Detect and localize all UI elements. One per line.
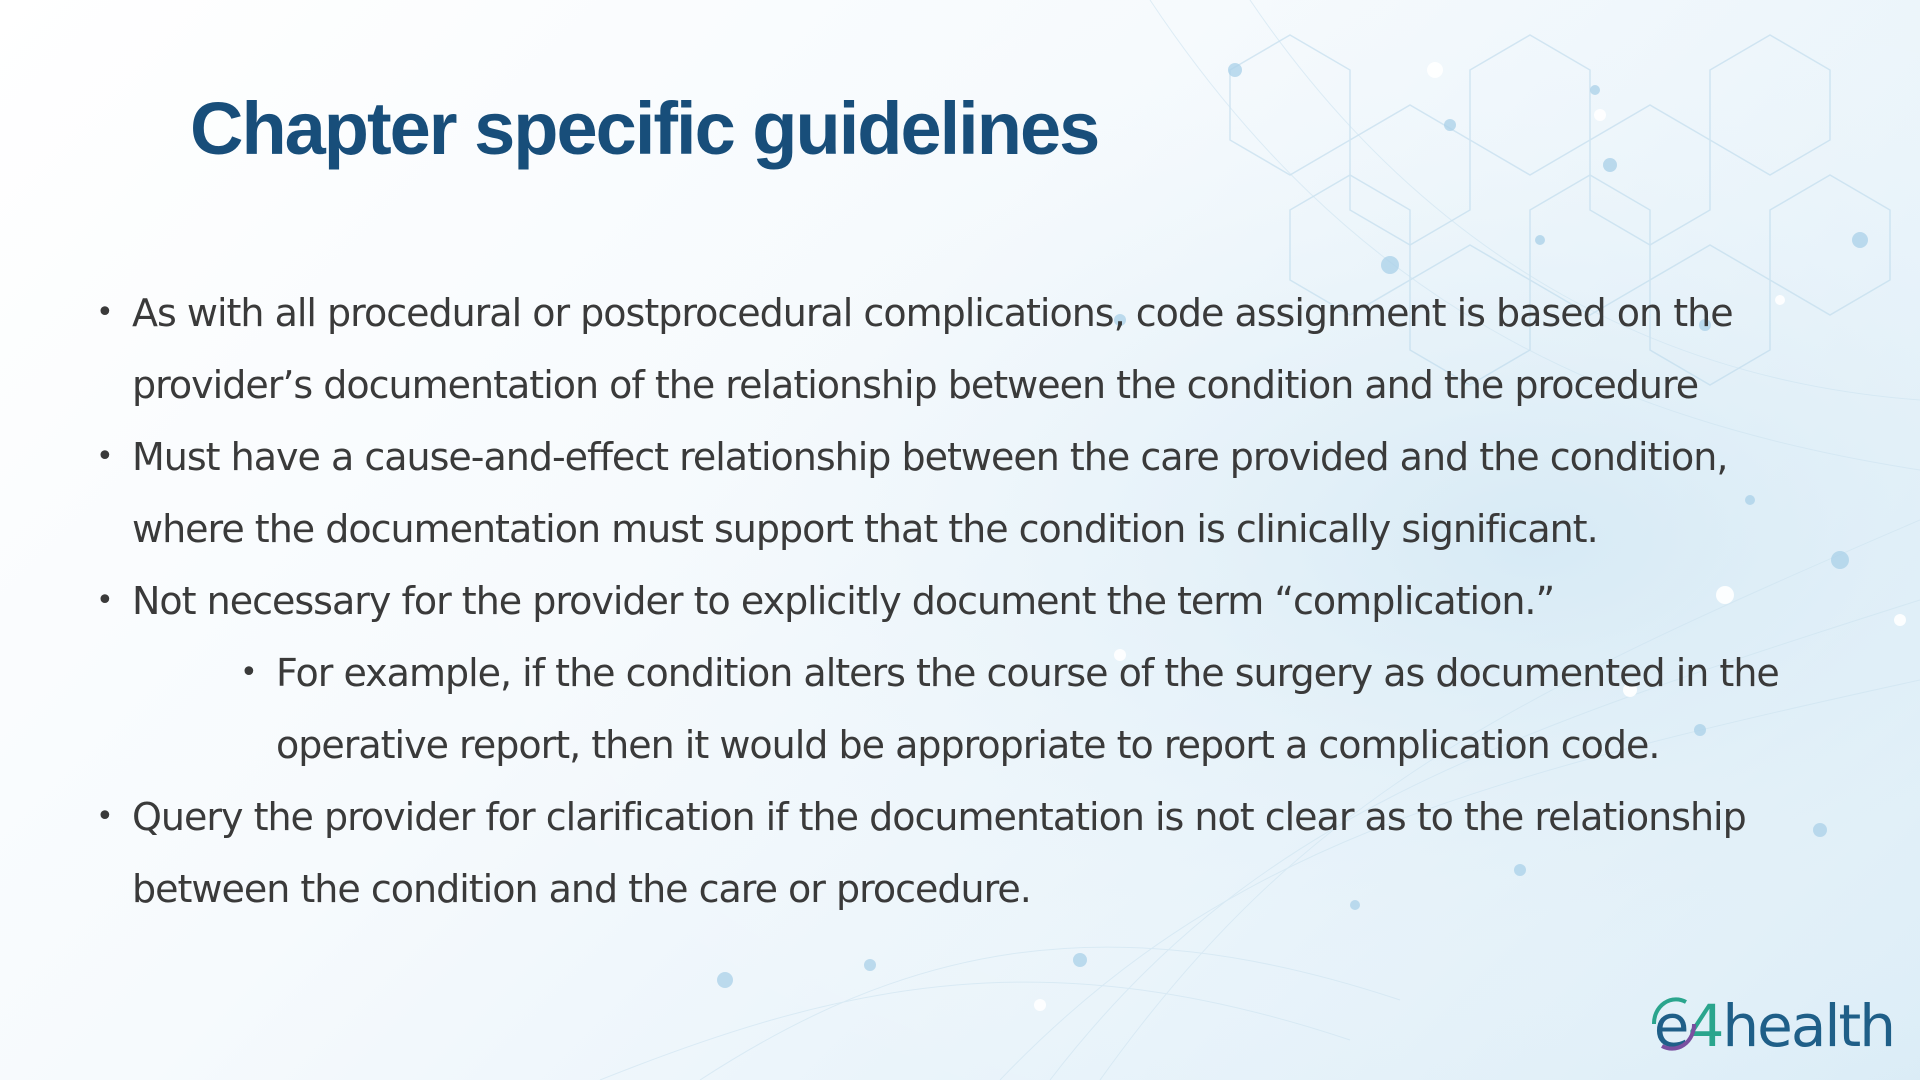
bullet-marker: • <box>96 799 113 834</box>
bullet-text: For example, if the condition alters the course of the surgery as documented in the operative report, then it would be appropriate to report a complication code. <box>276 651 1779 767</box>
bullet-marker: • <box>96 583 113 618</box>
bullet-item <box>96 565 1772 637</box>
slide-title: Chapter specific guidelines <box>190 87 1099 170</box>
logo-prefix: e <box>1653 992 1688 1060</box>
logo-number: 4 <box>1687 992 1723 1060</box>
logo-e-mark <box>1654 992 1688 1060</box>
bullet-item <box>96 277 1772 421</box>
bullet-marker: • <box>96 295 113 330</box>
bullet-text: As with all procedural or postprocedural complications, code assignment is based on the provider’s documentation of the relationship between the condition and the procedure <box>132 291 1733 407</box>
logo-suffix: health <box>1722 992 1894 1060</box>
bullet-text: Query the provider for clarification if the documentation is not clear as to the relationship between the condition and the care or procedure. <box>132 795 1746 911</box>
bullet-item <box>96 421 1772 565</box>
bullet-marker: • <box>240 655 257 690</box>
bullet-text: Not necessary for the provider to explicitly document the term “complication.” <box>132 579 1555 623</box>
logo-ring-icon <box>1646 994 1702 1054</box>
e4health-logo <box>1654 992 1894 1060</box>
sub-bullet-item <box>240 637 1796 781</box>
bullet-item <box>96 781 1772 925</box>
bullet-marker: • <box>96 439 113 474</box>
bullet-text: Must have a cause-and-effect relationship between the care provided and the condition, where the documentation must support that the condition is clinically significant. <box>132 435 1728 551</box>
